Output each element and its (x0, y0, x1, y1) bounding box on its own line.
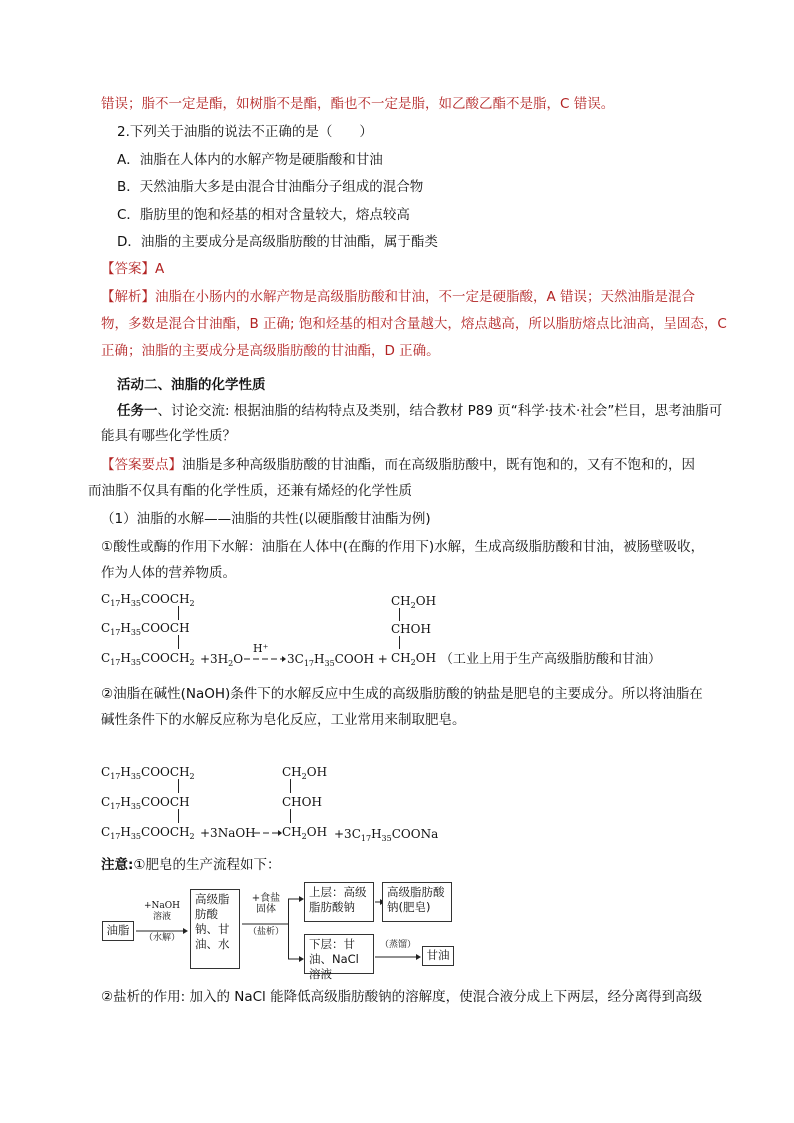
answer-value: A (155, 261, 165, 277)
bond-line (178, 606, 179, 620)
bond-line (290, 809, 291, 823)
acid-hydrolysis-line-1: ①酸性或酶的作用下水解：油脂在人体中(在酶的作用下)水解，生成高级脂肪酸和甘油，被肠壁吸收， (101, 539, 705, 555)
note-line (101, 856, 281, 874)
glycerol-row-2: CHOH (391, 622, 431, 636)
glycerol-row-3: $CH_2OH$ (391, 651, 437, 667)
flow-start-fat: 油脂 (102, 921, 134, 941)
option-c: C．脂肪里的饱和烃基的相对含量较大，熔点较高 (117, 207, 410, 223)
glycerol-row-3: $CH_2OH$ (282, 825, 328, 841)
answer-line (101, 260, 164, 278)
task1-tag: 任务一 (117, 403, 158, 419)
flow-arrow2-top: +食盐 固体 (251, 893, 281, 915)
question-2-stem: 2.下列关于油脂的说法不正确的是（ ） (117, 124, 373, 140)
task1-text-1: 、讨论交流: 根据油脂的结构特点及类别，结合教材 P89 页“科学·技术·社会”栏目，思考油脂可 (157, 403, 723, 419)
fat-row-1: $C_{17}H_{35}COOCH_2$ (101, 765, 195, 781)
bond-line (178, 809, 179, 823)
bond-line (178, 779, 179, 793)
soap-product: $+3C_{17}H_{35}COONa$ (334, 827, 439, 843)
analysis-tag: 【解析】 (101, 289, 155, 305)
task1-line-2: 能具有哪些化学性质？ (101, 428, 236, 444)
note-text: ①肥皂的生产流程如下： (133, 857, 281, 873)
flow-arrow-lower (288, 954, 304, 964)
flow-arrow1-top: +NaOH 溶液 (143, 901, 180, 922)
task1-line-1 (117, 402, 722, 420)
fat-row-3: $C_{17}H_{35}COOCH_2$ (101, 651, 195, 667)
water-reagent: $+3H_2O$ (200, 652, 244, 668)
flow-arrow4-label: （蒸馏） (379, 940, 416, 950)
flow-hydrolysis-mixture: 高级脂肪酸钠、甘油、水 (190, 889, 240, 969)
key-points-line-2: 而油脂不仅具有酯的化学性质，还兼有烯烃的化学性质 (88, 483, 412, 499)
bond-line (399, 636, 400, 649)
option-a: A．油脂在人体内的水解产物是硬脂酸和甘油 (117, 152, 383, 168)
flow-glycerol: 甘油 (422, 946, 454, 966)
flow-arrow-upper (288, 894, 304, 904)
saponification-line-2: 碱性条件下的水解反应称为皂化反应，工业常用来制取肥皂。 (101, 712, 466, 728)
fat-row-1: $C_{17}H_{35}COOCH_2$ (101, 592, 195, 608)
flow-arrow1-bottom: （水解） (143, 933, 180, 943)
fat-row-2: $C_{17}H_{35}COOCH$ (101, 795, 190, 811)
analysis-line-1 (101, 288, 695, 306)
acid-catalyst: H⁺ (253, 642, 269, 655)
fat-row-2: $C_{17}H_{35}COOCH$ (101, 621, 190, 637)
industrial-note: （工业上用于生产高级脂肪酸和甘油） (440, 652, 662, 667)
salting-out-line: ②盐析的作用: 加入的 NaCl 能降低高级脂肪酸钠的溶解度，使混合液分成上下两层，经分离得到高级 (101, 989, 703, 1005)
flow-soap: 高级脂肪酸钠(肥皂) (382, 882, 452, 922)
answer-tag: 【答案】 (101, 261, 155, 277)
glycerol-row-1: $CH_2OH$ (391, 594, 437, 610)
acid-hydrolysis-line-2: 作为人体的营养物质。 (101, 565, 236, 581)
activity-title: 活动二、油脂的化学性质 (117, 377, 266, 393)
flow-branch-line (288, 899, 289, 959)
flow-arrow-4 (375, 952, 421, 962)
bond-line (178, 635, 179, 649)
naoh-reagent: +3NaOH (200, 826, 256, 840)
option-d: D．油脂的主要成分是高级脂肪酸的甘油酯，属于酯类 (117, 234, 438, 250)
stearic-acid-product: $3C_{17}H_{35}COOH$ + (287, 652, 388, 668)
flow-arrow2-bottom: （盐析） (247, 927, 284, 937)
fat-row-3: $C_{17}H_{35}COOCH_2$ (101, 825, 195, 841)
hydrolysis-heading: （1）油脂的水解——油脂的共性(以硬脂酸甘油酯为例) (101, 511, 431, 527)
bond-line (290, 779, 291, 793)
analysis-line-2: 物，多数是混合甘油酯，B 正确; 饱和烃基的相对含量越大，熔点越高，所以脂肪熔点比油高，呈固态，C (101, 316, 727, 332)
key-points-text-1: 油脂是多种高级脂肪酸的甘油酯，而在高级脂肪酸中，既有饱和的，又有不饱和的，因 (182, 457, 695, 473)
analysis-line-3: 正确；油脂的主要成分是高级脂肪酸的甘油酯，D 正确。 (101, 343, 440, 359)
bond-line (399, 608, 400, 621)
key-points-line-1 (101, 456, 695, 474)
reaction-arrow (244, 654, 286, 664)
glycerol-row-2: CHOH (282, 795, 322, 809)
flow-lower-layer: 下层：甘油、NaCl 溶液 (304, 934, 374, 974)
saponification-line-1: ②油脂在碱性(NaOH)条件下的水解反应中生成的高级脂肪酸的钠盐是肥皂的主要成分。所以将油脂在 (101, 686, 703, 702)
glycerol-row-1: $CH_2OH$ (282, 765, 328, 781)
analysis-text-1: 油脂在小肠内的水解产物是高级脂肪酸和甘油，不一定是硬脂酸，A 错误；天然油脂是混合 (155, 289, 696, 305)
previous-analysis-end: 错误；脂不一定是酯，如树脂不是酯，酯也不一定是脂，如乙酸乙酯不是脂，C 错误。 (101, 96, 615, 112)
reaction-arrow (254, 828, 282, 838)
flow-upper-layer: 上层：高级脂肪酸钠 (304, 882, 374, 922)
key-points-tag: 【答案要点】 (101, 457, 182, 473)
option-b: B．天然油脂大多是由混合甘油酯分子组成的混合物 (117, 179, 424, 195)
note-tag: 注意: (101, 857, 134, 873)
